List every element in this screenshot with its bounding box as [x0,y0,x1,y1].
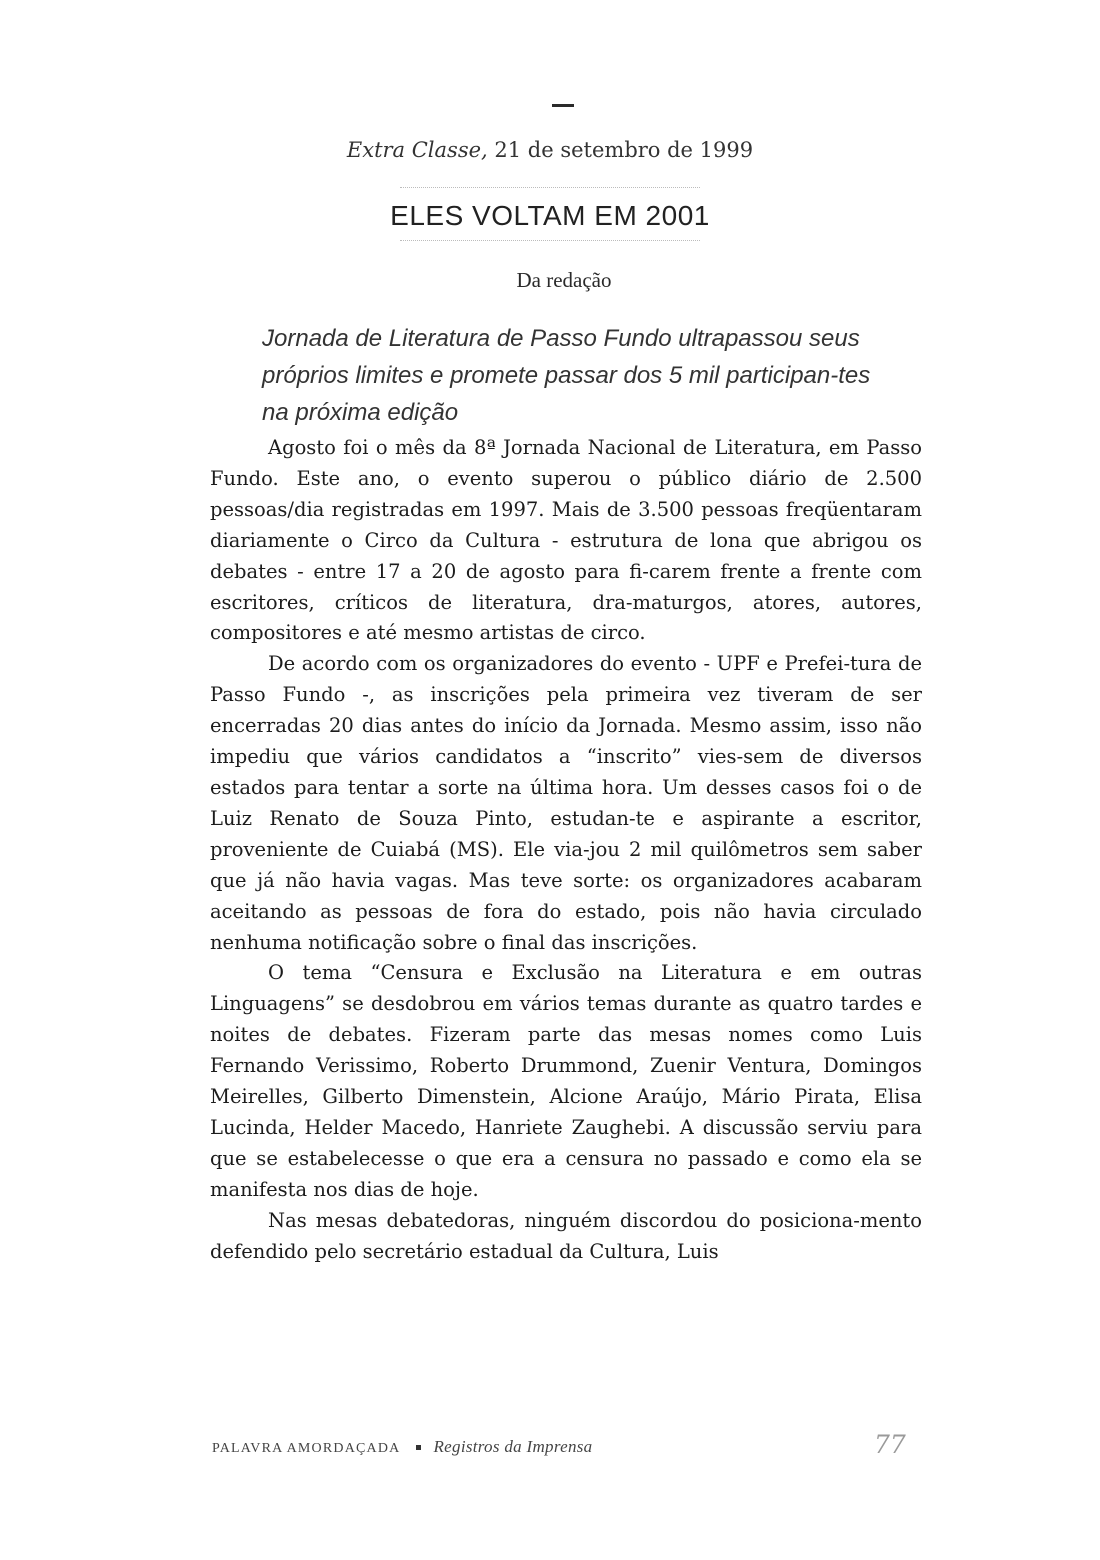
page-footer [212,1437,592,1457]
article-title: ELES VOLTAM EM 2001 [390,200,710,231]
source-line [0,138,1100,162]
body-paragraph-1: Agosto foi o mês da 8ª Jornada Nacional de Literatura, em Passo Fundo. Este ano, o evento superou o público diário de 2.500 pessoas/dia registradas em 1997. Mais de 3.500 pessoas freqüentaram diariamente o Circo da Cultura - estrutura de lona que abrigou os debates - entre 17 a 20 de agosto para fi-carem frente a frente com escritores, críticos de literatura, dra-maturgos, atores, autores, compositores e até mesmo artistas de circo. [210,436,922,645]
footer-separator [416,1445,421,1450]
footer-book-title: PALAVRA AMORDAÇADA [212,1441,401,1456]
article-lede: Jornada de Literatura de Passo Fundo ultrapassou seus próprios limites e promete passar dos 5 mil participan-tes na próxima edição [262,325,871,426]
title-rule-bottom [400,240,700,241]
article-body [210,433,922,1267]
footer-section: Registros da Imprensa [433,1437,593,1456]
header-dash [552,104,574,107]
title-rule-top [400,187,700,188]
body-paragraph-3: O tema “Censura e Exclusão na Literatura e em outras Linguagens” se desdobrou em vários temas durante as quatro tardes e noites de debates. Fizeram parte das mesas nomes como Luis Fernando Verissimo, Roberto Drummond, Zuenir Ventura, Domingos Meirelles, Gilberto Dimenstein, Alcione Araújo, Mário Pirata, Elisa Lucinda, Helder Macedo, Hanriete Zaughebi. A discussão serviu para que se estabelecesse o que era a censura no passado e como ela se manifesta nos dias de hoje. [210,961,922,1201]
page-number: 77 [874,1430,906,1459]
source-publication: Extra Classe, [346,138,488,162]
source-date: 21 de setembro de 1999 [494,138,754,162]
body-paragraph-2: De acordo com os organizadores do evento - UPF e Prefei-tura de Passo Fundo -, as inscrições pela primeira vez tiveram de ser encerradas 20 dias antes do início da Jornada. Mesmo assim, isso não impediu que vários candidatos a “inscrito” vies-sem de diversos estados para tentar a sorte na última hora. Um desses casos foi o de Luiz Renato de Souza Pinto, estudan-te e aspirante a escritor, proveniente de Cuiabá (MS). Ele via-jou 2 mil quilômetros sem saber que já não havia vagas. Mas teve sorte: os organizadores acabaram aceitando as pessoas de fora do estado, pois não havia circulado nenhuma notificação sobre o final das inscrições. [210,652,922,954]
article-byline: Da redação [516,268,612,292]
body-paragraph-4: Nas mesas debatedoras, ninguém discordou do posiciona-mento defendido pelo secretário estadual da Cultura, Luis [210,1208,922,1263]
